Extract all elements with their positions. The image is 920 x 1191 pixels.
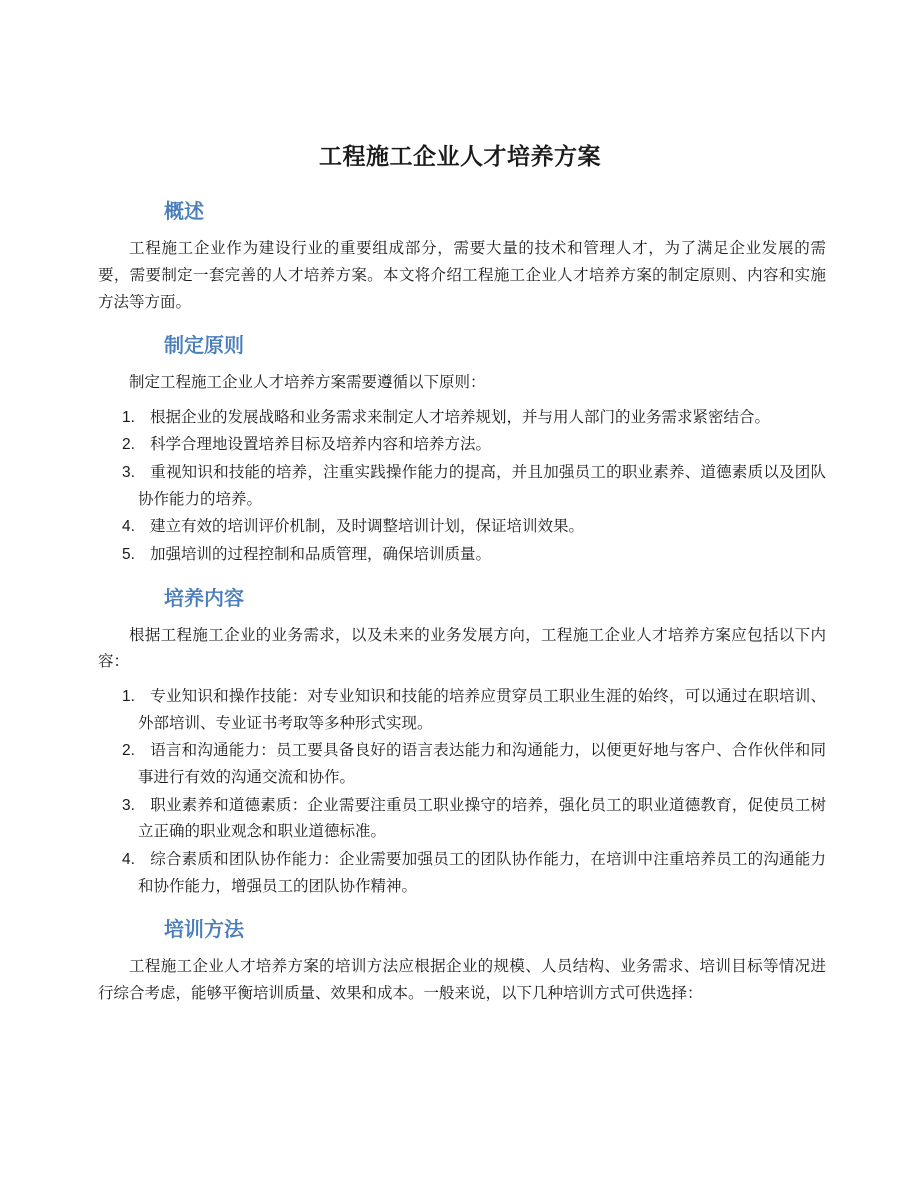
section-body xyxy=(92,954,828,1007)
section-content xyxy=(92,585,828,901)
paragraph: 根据工程施工企业的业务需求，以及未来的业务发展方向，工程施工企业人才培养方案应包括以下内容： xyxy=(98,626,826,671)
list-item-number: 3. xyxy=(122,464,135,482)
list-item-text: 根据企业的发展战略和业务需求来制定人才培养规划，并与用人部门的业务需求紧密结合。 xyxy=(150,408,771,426)
list-item xyxy=(98,460,826,513)
list-item-number: 4. xyxy=(122,518,135,536)
section-heading: 概述 xyxy=(164,201,204,224)
list-item-text: 语言和沟通能力：员工要具备良好的语言表达能力和沟通能力，以便更好地与客户、合作伙伴和同事进行有效的沟通交流和协作。 xyxy=(138,742,826,787)
page-title: 工程施工企业人才培养方案 xyxy=(319,143,601,169)
list-item-number: 2. xyxy=(122,742,135,760)
paragraph: 工程施工企业作为建设行业的重要组成部分，需要大量的技术和管理人才，为了满足企业发展的需要，需要制定一套完善的人才培养方案。本文将介绍工程施工企业人才培养方案的制定原则、内容和实施方法等方面。 xyxy=(98,240,826,311)
list-item-text: 科学合理地设置培养目标及培养内容和培养方法。 xyxy=(150,436,492,454)
section-body xyxy=(92,623,828,901)
list-item xyxy=(98,405,826,432)
paragraph: 制定工程施工企业人才培养方案需要遵循以下原则： xyxy=(129,374,486,392)
list-item-text: 职业素养和道德素质：企业需要注重员工职业操守的培养，强化员工的职业道德教育，促使员工树立正确的职业观念和职业道德标准。 xyxy=(138,796,826,841)
list-item xyxy=(98,738,826,791)
list-item-number: 1. xyxy=(122,408,135,426)
list-item-number: 5. xyxy=(122,546,135,564)
list-item xyxy=(98,514,826,541)
list-item-text: 专业知识和操作技能：对专业知识和技能的培养应贯穿员工职业生涯的始终，可以通过在职培训、外部培训、专业证书考取等多种形式实现。 xyxy=(138,688,826,732)
section-body xyxy=(92,236,828,316)
section-heading: 制定原则 xyxy=(164,335,244,358)
list-item-number: 2. xyxy=(122,436,135,454)
list-item xyxy=(98,793,826,846)
ordered-list xyxy=(98,405,826,569)
list-item-text: 建立有效的培训评价机制，及时调整培训计划，保证培训效果。 xyxy=(150,518,585,536)
list-item-text: 加强培训的过程控制和品质管理，确保培训质量。 xyxy=(150,546,492,564)
section-principles xyxy=(92,332,828,569)
list-item-text: 重视知识和技能的培养，注重实践操作能力的提高，并且加强员工的职业素养、道德素质以及团队协作能力的培养。 xyxy=(138,464,826,508)
list-item xyxy=(98,847,826,900)
list-item xyxy=(98,432,826,459)
list-item-number: 1. xyxy=(122,688,135,706)
list-item xyxy=(98,684,826,737)
section-heading: 培训方法 xyxy=(164,919,244,942)
list-item xyxy=(98,542,826,569)
paragraph: 工程施工企业人才培养方案的培训方法应根据企业的规模、人员结构、业务需求、培训目标等情况进行综合考虑，能够平衡培训质量、效果和成本。一般来说，以下几种培训方式可供选择： xyxy=(98,958,826,1002)
ordered-list xyxy=(98,684,826,900)
section-overview xyxy=(92,198,828,316)
section-body xyxy=(92,370,828,569)
list-item-text: 综合素质和团队协作能力：企业需要加强员工的团队协作能力，在培训中注重培养员工的沟通能力和协作能力，增强员工的团队协作精神。 xyxy=(138,851,826,895)
section-heading: 培养内容 xyxy=(164,587,244,610)
list-item-number: 3. xyxy=(122,796,135,814)
section-methods xyxy=(92,916,828,1007)
list-item-number: 4. xyxy=(122,851,135,868)
